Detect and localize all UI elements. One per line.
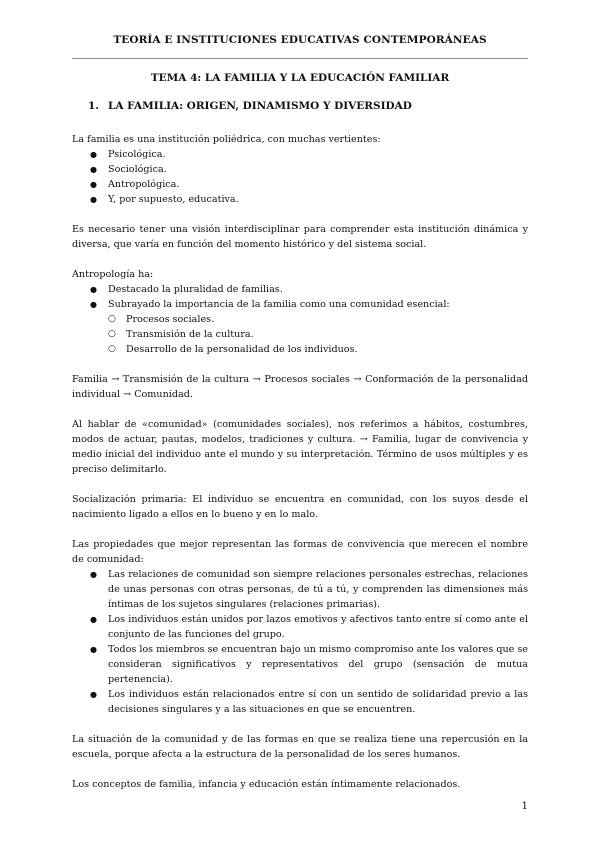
section-heading [88,100,412,112]
list-item: ● Todos los miembros se encuentran bajo un mismo compromiso ante los valores que se consideran significativos y representativos del grupo (sensación de mutua pertenencia). [90,644,528,685]
section-number: 1. [88,100,99,112]
bullet-icon: ● [90,195,97,204]
intro-paragraph: La familia es una institución poliédrica, con muchas vertientes: [72,134,381,145]
bullet-icon: ● [90,165,97,174]
bullet-icon: ● [90,180,97,189]
socialization-paragraph: Socialización primaria: El individuo se encuentra en comunidad, con los suyos desde el nacimiento ligado a ellos en lo bueno y en lo malo. [72,494,528,520]
hollow-bullet-icon: ○ [108,329,116,339]
sublist-item: ○ Desarrollo de la personalidad de los individuos. [108,344,358,355]
page-number: 1 [521,800,528,812]
anthropology-lead: Antropología ha: [72,269,154,280]
anthropology-list [72,282,528,357]
list-item: ● Destacado la pluralidad de familias. [90,284,283,295]
list-item: ● Las relaciones de comunidad son siempre relaciones personales estrechas, relaciones de unas personas con otras personas, de tú a tú, y comprenden las dimensiones más íntimas de los sujetos singulares (relaciones primarias). [90,569,528,610]
concepts-paragraph: Los conceptos de familia, infancia y educación están íntimamente relacionados. [72,779,461,790]
bullet-icon: ● [90,285,97,294]
school-paragraph: La situación de la comunidad y de las formas en que se realiza tiene una repercusión en la escuela, porque afecta a la estructura de la personalidad de los seres humanos. [72,734,528,760]
bullet-icon: ● [90,300,97,309]
document-body [72,132,528,792]
hollow-bullet-icon: ○ [108,314,116,324]
vision-paragraph: Es necesario tener una visión interdisciplinar para comprender esta institución dinámica y diversa, que varía en función del momento histórico y del sistema social. [72,224,528,250]
running-header: TEORÍA E INSTITUCIONES EDUCATIVAS CONTEMPORÁNEAS [113,34,487,46]
list-item: ● Antropológica. [90,179,180,190]
intro-list [72,147,528,207]
list-item: ● Los individuos están unidos por lazos emotivos y afectivos tanto entre sí como ante el conjunto de las funciones del grupo. [90,614,528,640]
bullet-icon: ● [90,570,97,579]
list-item: ● Psicológica. [90,149,166,160]
hollow-bullet-icon: ○ [108,344,116,354]
list-item: ● Sociológica. [90,164,167,175]
sublist-item: ○ Procesos sociales. [108,314,215,325]
community-paragraph: Al hablar de «comunidad» (comunidades sociales), nos referimos a hábitos, costumbres, modos de actuar, pautas, modelos, tradiciones y cultura. → Familia, lugar de convivencia y medio inicial del individuo ante el mundo y su interpretación. Término de usos múltiples y es preciso delimitarlo. [72,419,528,475]
list-item: ● Y, por supuesto, educativa. [90,194,239,205]
properties-lead: Las propiedades que mejor representan las formas de convivencia que merecen el nombre de comunidad: [72,539,528,565]
chapter-title: TEMA 4: LA FAMILIA Y LA EDUCACIÓN FAMILIAR [150,72,450,84]
properties-list [72,567,528,717]
anthropology-sublist [72,312,528,357]
section-title: LA FAMILIA: ORIGEN, DINAMISMO Y DIVERSIDAD [108,100,412,112]
chain-paragraph: Familia → Transmisión de la cultura → Procesos sociales → Conformación de la personalidad individual → Comunidad. [72,374,528,400]
bullet-icon: ● [90,150,97,159]
bullet-icon: ● [90,690,97,699]
list-item: ● Los individuos están relacionados entre sí con un sentido de solidaridad previo a las decisiones singulares y a las situaciones en que se encuentren. [90,689,528,715]
header-divider [72,58,528,59]
bullet-icon: ● [90,645,97,654]
list-item: ● Subrayado la importancia de la familia como una comunidad esencial: ○ Procesos sociales. ○ Transmisión de la cultura. ○ Desarrollo de la personalidad de los individuos. [72,297,528,357]
bullet-icon: ● [90,615,97,624]
sublist-item: ○ Transmisión de la cultura. [108,329,254,340]
